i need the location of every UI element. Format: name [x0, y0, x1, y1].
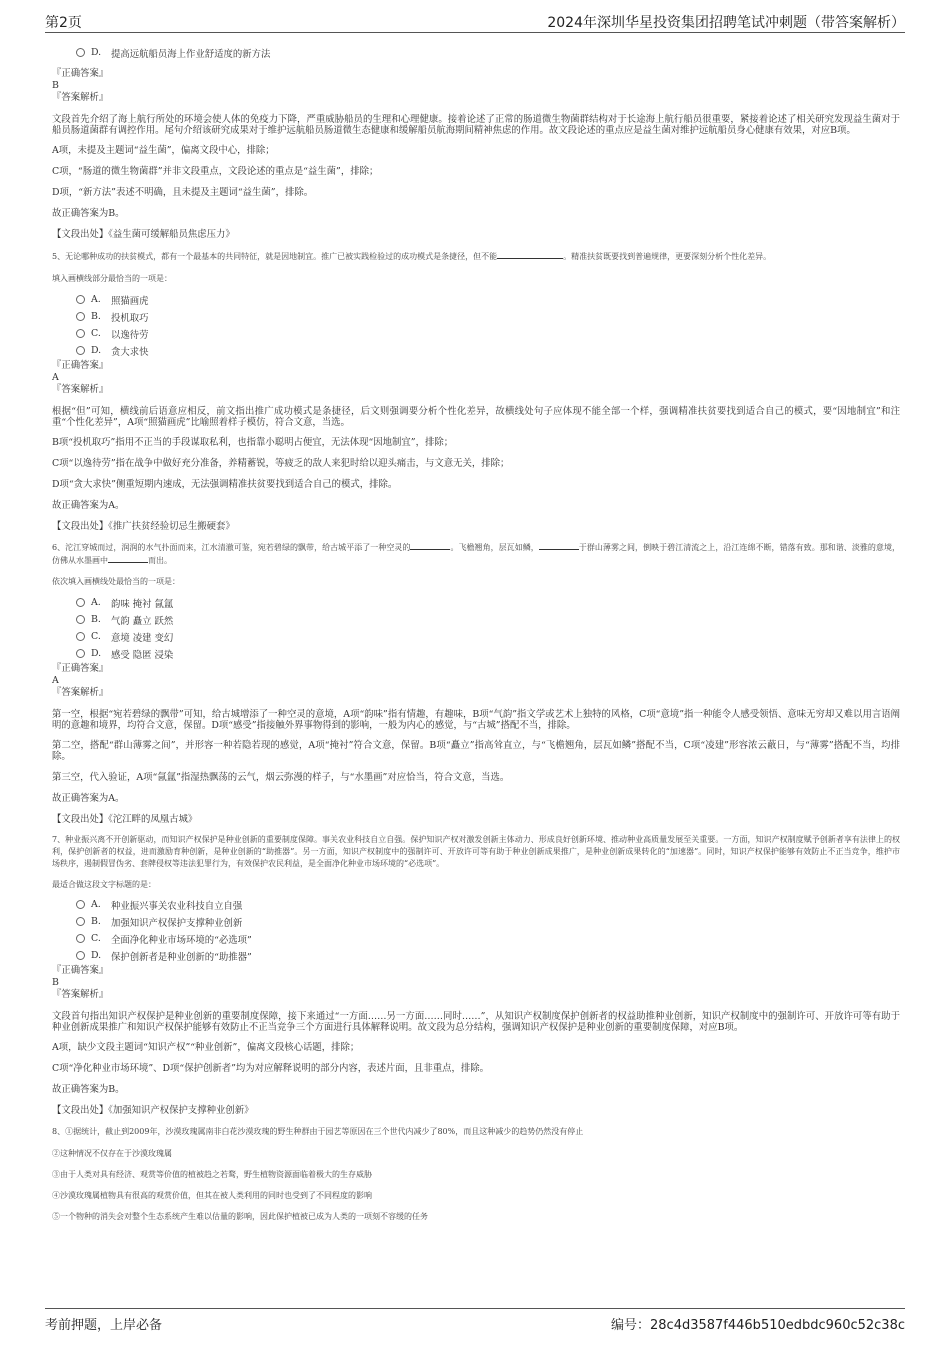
correct-answer-label: 『正确答案』	[52, 68, 109, 79]
q5-analysis-c: C项“以逸待劳”指在战争中做好充分准备，养精蓄锐，等疲乏的敌人来犯时给以迎头痛击，与文意无关，排除；	[52, 458, 510, 469]
q8-sentence-5: ⑤一个物种的消失会对整个生态系统产生难以估量的影响，因此保护植被已成为人类的一项刻不容缓的任务	[52, 1212, 428, 1221]
q7-answer: B	[52, 977, 59, 988]
q6-option-d[interactable]: D. 感受 隐匿 浸染	[76, 645, 900, 662]
q6-analysis-2: 第二空，搭配“群山薄雾之间”，并形容一种若隐若现的感觉，A项“掩衬”符合文意，保留。B项“矗立”指高耸直立，与“飞檐翘角，层瓦如鳞”搭配不当，C项“凌建”形容浓云蔽日，与“薄雾”搭配不当，均排除。	[52, 740, 900, 762]
q8-sentence-2: ②这种情况不仅存在于沙漠玫瑰属	[52, 1149, 172, 1158]
radio-icon[interactable]	[76, 329, 85, 338]
q7-options	[52, 896, 900, 964]
analysis-label: 『答案解析』	[52, 989, 109, 1000]
q5-source: 【文段出处】《推广扶贫经验切忌生搬硬套》	[52, 521, 235, 532]
q7-prompt: 最适合做这段文字标题的是：	[52, 880, 156, 889]
analysis-label: 『答案解析』	[52, 687, 109, 698]
q6-option-b[interactable]: B. 气韵 矗立 跃然	[76, 611, 900, 628]
q7-analysis-main: 文段首句指出知识产权保护是种业创新的重要制度保障，接下来通过“一方面……另一方面……同时……”，从知识产权制度保护创新者的权益助推种业创新，知识产权制度中的强制许可、开放许可等有助于种业创新成果推广和知识产权保护能够有效防止不正当竞争三个方面进行具体解释说明。故文段为总分结构，强调知识产权保护是种业创新的重要制度保障，对应B项。	[52, 1011, 900, 1033]
radio-icon[interactable]	[76, 951, 85, 960]
document-body	[52, 42, 900, 1222]
radio-icon[interactable]	[76, 295, 85, 304]
q5-answer: A	[52, 372, 59, 383]
correct-answer-label: 『正确答案』	[52, 663, 109, 674]
fill-blank[interactable]	[539, 541, 579, 550]
radio-icon[interactable]	[76, 346, 85, 355]
analysis-label: 『答案解析』	[52, 92, 109, 103]
q5-stem: 5、无论哪种成功的扶贫模式，都有一个最基本的共同特征，就是因地制宜。推广已被实践检验过的成功模式是条捷径，但不能 。精准扶贫既要找到普遍规律，更要深刻分析个性化差异。	[52, 252, 772, 261]
page-footer	[45, 1308, 905, 1337]
q6-stem: 6、沱江穿城而过，润润的水气扑面而来，江水清澈可鉴，宛若碧绿的飘带，给古城平添了一种空灵的 。飞檐翘角，层瓦如鳞， 于群山薄雾之间，倒映于碧江清流之上，沿江连绵不断，错落有致。那和谐、淡雅的意境，仿佛从水墨画中 而出。	[52, 543, 900, 565]
q6-analysis-3: 第三空，代入验证，A项“氤氲”指湿热飘荡的云气，烟云弥漫的样子，与“水墨画”对应恰当，符合文意，当选。	[52, 772, 510, 783]
q6-prompt: 依次填入画横线处最恰当的一项是：	[52, 577, 180, 586]
q6-analysis-1: 第一空，根据“宛若碧绿的飘带”可知，给古城增添了一种空灵的意境，A项“韵味”指有情趣，有趣味，B项“气韵”指文学或艺术上独特的风格，C项“意境”指一种能令人感受领悟、意味无穷却又难以用言语阐明的意趣和境界，均符合文意，保留。D项“感受”指接触外界事物得到的影响，一般为内心的感觉，与“古城”搭配不当，排除。	[52, 709, 900, 731]
fill-blank[interactable]	[410, 541, 450, 550]
q4-option-d[interactable]: D. 提高远航船员海上作业舒适度的新方法	[76, 44, 900, 61]
page-header	[45, 8, 905, 33]
q6-options	[52, 594, 900, 662]
radio-icon[interactable]	[76, 649, 85, 658]
q6-conclusion: 故正确答案为A。	[52, 793, 125, 804]
q4-analysis-main: 文段首先介绍了海上航行所处的环境会使人体的免疫力下降，严重威胁船员的生理和心理健康。接着论述了正常的肠道微生物菌群结构对于长途海上航行船员很重要，紧接着论述了相关研究发现益生菌对于船员肠道菌群有调控作用。尾句介绍该研究成果对于维护远航船员肠道微生态健康和缓解船员航海期间精神焦虑的作用。故文段论述的重点应是益生菌对维护远航船员身心健康有效果，对应B项。	[52, 114, 900, 136]
q7-option-c[interactable]: C. 全面净化种业市场环境的“必选项”	[76, 930, 900, 947]
q6-source: 【文段出处】《沱江畔的凤凰古城》	[52, 814, 198, 825]
radio-icon[interactable]	[76, 917, 85, 926]
q4-conclusion: 故正确答案为B。	[52, 208, 125, 219]
radio-icon[interactable]	[76, 615, 85, 624]
page-number: 第2页	[45, 15, 82, 31]
q4-answer: B	[52, 80, 59, 91]
q7-conclusion: 故正确答案为B。	[52, 1084, 125, 1095]
q7-source: 【文段出处】《加强知识产权保护支撑种业创新》	[52, 1105, 254, 1116]
radio-icon[interactable]	[76, 900, 85, 909]
q8-sentence-1: 8、①据统计，截止到2009年，沙漠玫瑰属南非白花沙漠玫瑰的野生种群由于园艺等原因在三个世代内减少了80%，而且这种减少的趋势仍然没有停止	[52, 1127, 584, 1136]
q6-option-c[interactable]: C. 意境 凌建 变幻	[76, 628, 900, 645]
q7-analysis-a: A项，缺少文段主题词“知识产权”“种业创新”，偏离文段核心话题，排除；	[52, 1042, 360, 1053]
q7-analysis-cd: C项“净化种业市场环境”、D项“保护创新者”均为对应解释说明的部分内容，表述片面，且非重点，排除。	[52, 1063, 489, 1074]
q7-option-d[interactable]: D. 保护创新者是种业创新的“助推器”	[76, 947, 900, 964]
q8-sentence-4: ④沙漠玫瑰属植物具有很高的观赏价值，但其在被人类利用的同时也受到了不同程度的影响	[52, 1191, 372, 1200]
correct-answer-label: 『正确答案』	[52, 360, 109, 371]
q5-analysis-b: B项“投机取巧”指用不正当的手段谋取私利，也指靠小聪明占便宜，无法体现“因地制宜”，排除；	[52, 437, 454, 448]
q5-conclusion: 故正确答案为A。	[52, 500, 125, 511]
analysis-label: 『答案解析』	[52, 384, 109, 395]
q4-source: 【文段出处】《益生菌可缓解船员焦虑压力》	[52, 229, 235, 240]
q4-analysis-d: D项，“新方法”表述不明确，且未提及主题词“益生菌”，排除。	[52, 187, 314, 198]
fill-blank[interactable]	[497, 250, 563, 259]
q5-option-d[interactable]: D. 贪大求快	[76, 342, 900, 359]
document-code: 编号：28c4d3587f446b510edbdc960c52c38c	[611, 1318, 905, 1333]
q5-option-b[interactable]: B. 投机取巧	[76, 308, 900, 325]
footer-slogan: 考前押题，上岸必备	[45, 1318, 163, 1333]
radio-icon[interactable]	[76, 312, 85, 321]
q7-option-b[interactable]: B. 加强知识产权保护支撑种业创新	[76, 913, 900, 930]
q4-analysis-a: A项，未提及主题词“益生菌”，偏离文段中心，排除；	[52, 145, 275, 156]
q7-stem: 7、种业振兴离不开创新驱动，而知识产权保护是种业创新的重要制度保障。事关农业科技自立自强。保护知识产权对激发创新主体动力、形成良好创新环境、推动种业高质量发展至关重要。一方面，知识产权制度赋予创新者享有法律上的权利，保护创新者的权益，进而激励育种创新，是种业创新的“助推器”。另一方面，知识产权制度中的强制许可、开放许可等有助于种业创新成果推广，是种业创新成果转化的“加速器”。同时，知识产权保护能够有效防止不正当竞争，维护市场秩序，遏制假冒伪劣、套牌侵权等违法犯罪行为，有效保护农民利益，是全面净化种业市场环境的“必选项”。	[52, 835, 900, 868]
q5-prompt: 填入画横线部分最恰当的一项是：	[52, 274, 172, 283]
radio-icon[interactable]	[76, 48, 85, 57]
q5-option-c[interactable]: C. 以逸待劳	[76, 325, 900, 342]
q4-analysis-c: C项，“肠道的微生物菌群”并非文段重点，文段论述的重点是“益生菌”，排除；	[52, 166, 379, 177]
q8-sentence-3: ③由于人类对具有经济、观赏等价值的植被趋之若鹜，野生植物资源面临着极大的生存威胁	[52, 1170, 372, 1179]
q5-analysis-main: 根据“但”可知，横线前后语意应相反，前文指出推广成功模式是条捷径，后文则强调要分析个性化差异，故横线处句子应体现不能全部一个样，强调精准扶贫要找到适合自己的模式，要“因地制宜”和注重“个性化差异”，A项“照猫画虎”比喻照着样子模仿，符合文意，当选。	[52, 406, 900, 428]
correct-answer-label: 『正确答案』	[52, 965, 109, 976]
radio-icon[interactable]	[76, 934, 85, 943]
q6-answer: A	[52, 675, 59, 686]
q7-option-a[interactable]: A. 种业振兴事关农业科技自立自强	[76, 896, 900, 913]
radio-icon[interactable]	[76, 632, 85, 641]
q6-option-a[interactable]: A. 韵味 掩衬 氤氲	[76, 594, 900, 611]
fill-blank[interactable]	[108, 554, 148, 563]
q5-options	[52, 291, 900, 359]
document-title: 2024年深圳华星投资集团招聘笔试冲刺题（带答案解析）	[547, 15, 905, 31]
q5-analysis-d: D项“贪大求快”侧重短期内速成，无法强调精准扶贫要找到适合自己的模式，排除。	[52, 479, 398, 490]
radio-icon[interactable]	[76, 598, 85, 607]
q5-option-a[interactable]: A. 照猫画虎	[76, 291, 900, 308]
